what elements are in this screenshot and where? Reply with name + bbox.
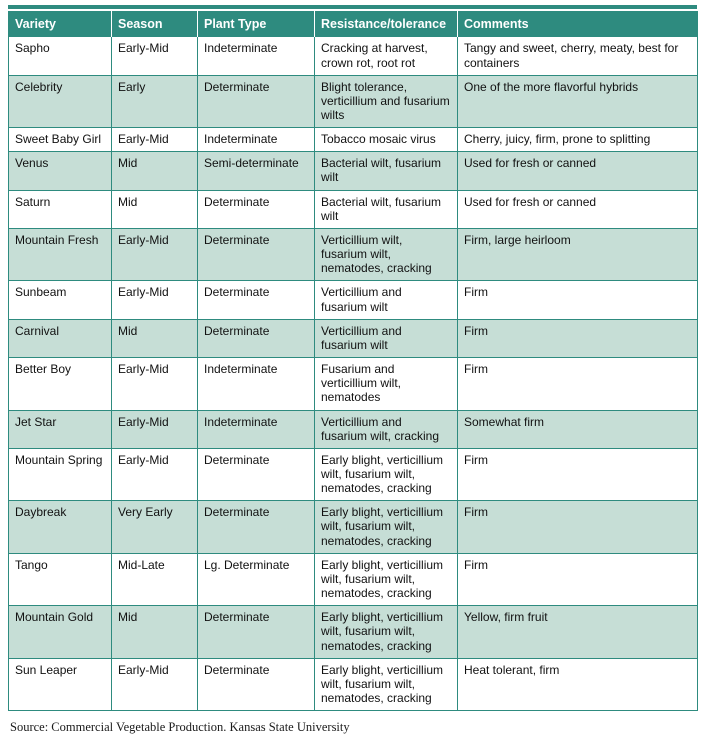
cell-season: Early-Mid bbox=[112, 228, 198, 280]
cell-comments: Firm bbox=[458, 319, 698, 357]
cell-variety: Jet Star bbox=[9, 410, 112, 448]
cell-season: Early-Mid bbox=[112, 448, 198, 500]
cell-comments: Firm bbox=[458, 358, 698, 410]
table-header-row bbox=[9, 12, 698, 38]
cell-resistance: Blight tolerance, verticillium and fusarium wilts bbox=[315, 75, 458, 127]
table-row bbox=[9, 319, 698, 357]
cell-comments: Firm bbox=[458, 448, 698, 500]
cell-resistance: Early blight, verticillium wilt, fusarium wilt, nematodes, cracking bbox=[315, 606, 458, 658]
cell-resistance: Fusarium and verticillium wilt, nematodes bbox=[315, 358, 458, 410]
table-row bbox=[9, 190, 698, 228]
cell-comments: Firm bbox=[458, 501, 698, 553]
cell-resistance: Bacterial wilt, fusarium wilt bbox=[315, 190, 458, 228]
cell-season: Early-Mid bbox=[112, 658, 198, 710]
cell-season: Very Early bbox=[112, 501, 198, 553]
cell-variety: Sunbeam bbox=[9, 281, 112, 319]
table-row bbox=[9, 152, 698, 190]
cell-comments: Tangy and sweet, cherry, meaty, best for containers bbox=[458, 37, 698, 75]
cell-resistance: Verticillium and fusarium wilt, cracking bbox=[315, 410, 458, 448]
cell-resistance: Verticillium and fusarium wilt bbox=[315, 319, 458, 357]
cell-resistance: Verticillium and fusarium wilt bbox=[315, 281, 458, 319]
cell-season: Mid bbox=[112, 319, 198, 357]
cell-season: Early-Mid bbox=[112, 37, 198, 75]
cell-season: Early-Mid bbox=[112, 358, 198, 410]
cell-resistance: Tobacco mosaic virus bbox=[315, 128, 458, 152]
cell-variety: Mountain Spring bbox=[9, 448, 112, 500]
cell-plant-type: Determinate bbox=[198, 501, 315, 553]
cell-comments: Yellow, firm fruit bbox=[458, 606, 698, 658]
cell-season: Early-Mid bbox=[112, 410, 198, 448]
table-row bbox=[9, 75, 698, 127]
column-header-variety: Variety bbox=[9, 12, 112, 38]
cell-comments: Firm, large heirloom bbox=[458, 228, 698, 280]
table-row bbox=[9, 501, 698, 553]
cell-variety: Saturn bbox=[9, 190, 112, 228]
cell-season: Mid bbox=[112, 606, 198, 658]
cell-plant-type: Determinate bbox=[198, 448, 315, 500]
table-row bbox=[9, 37, 698, 75]
cell-comments: One of the more flavorful hybrids bbox=[458, 75, 698, 127]
cell-comments: Somewhat firm bbox=[458, 410, 698, 448]
cell-season: Mid bbox=[112, 152, 198, 190]
cell-resistance: Bacterial wilt, fusarium wilt bbox=[315, 152, 458, 190]
tomato-varieties-table bbox=[8, 11, 698, 711]
table-row bbox=[9, 358, 698, 410]
cell-season: Mid-Late bbox=[112, 553, 198, 605]
cell-comments: Used for fresh or canned bbox=[458, 190, 698, 228]
column-header-plant-type: Plant Type bbox=[198, 12, 315, 38]
table-row bbox=[9, 228, 698, 280]
top-rule bbox=[8, 5, 697, 9]
cell-resistance: Cracking at harvest, crown rot, root rot bbox=[315, 37, 458, 75]
table-row bbox=[9, 128, 698, 152]
table-row bbox=[9, 281, 698, 319]
cell-season: Mid bbox=[112, 190, 198, 228]
cell-plant-type: Lg. Determinate bbox=[198, 553, 315, 605]
cell-resistance: Verticillium wilt, fusarium wilt, nematodes, cracking bbox=[315, 228, 458, 280]
cell-resistance: Early blight, verticillium wilt, fusarium wilt, nematodes, cracking bbox=[315, 658, 458, 710]
cell-season: Early bbox=[112, 75, 198, 127]
column-header-season: Season bbox=[112, 12, 198, 38]
cell-variety: Carnival bbox=[9, 319, 112, 357]
cell-resistance: Early blight, verticillium wilt, fusarium wilt, nematodes, cracking bbox=[315, 448, 458, 500]
cell-comments: Firm bbox=[458, 281, 698, 319]
table-row bbox=[9, 410, 698, 448]
cell-variety: Mountain Gold bbox=[9, 606, 112, 658]
cell-comments: Used for fresh or canned bbox=[458, 152, 698, 190]
cell-variety: Sweet Baby Girl bbox=[9, 128, 112, 152]
cell-resistance: Early blight, verticillium wilt, fusarium wilt, nematodes, cracking bbox=[315, 501, 458, 553]
cell-plant-type: Determinate bbox=[198, 281, 315, 319]
column-header-resistance: Resistance/tolerance bbox=[315, 12, 458, 38]
cell-plant-type: Determinate bbox=[198, 319, 315, 357]
cell-plant-type: Indeterminate bbox=[198, 128, 315, 152]
table-row bbox=[9, 448, 698, 500]
cell-variety: Daybreak bbox=[9, 501, 112, 553]
cell-comments: Firm bbox=[458, 553, 698, 605]
cell-plant-type: Determinate bbox=[198, 228, 315, 280]
cell-variety: Mountain Fresh bbox=[9, 228, 112, 280]
cell-season: Early-Mid bbox=[112, 128, 198, 152]
source-caption: Source: Commercial Vegetable Production. Kansas State University bbox=[10, 720, 350, 735]
cell-variety: Celebrity bbox=[9, 75, 112, 127]
table-row bbox=[9, 606, 698, 658]
cell-plant-type: Indeterminate bbox=[198, 410, 315, 448]
cell-comments: Heat tolerant, firm bbox=[458, 658, 698, 710]
cell-plant-type: Indeterminate bbox=[198, 358, 315, 410]
cell-season: Early-Mid bbox=[112, 281, 198, 319]
cell-resistance: Early blight, verticillium wilt, fusarium wilt, nematodes, cracking bbox=[315, 553, 458, 605]
cell-plant-type: Determinate bbox=[198, 190, 315, 228]
cell-plant-type: Determinate bbox=[198, 75, 315, 127]
table-row bbox=[9, 553, 698, 605]
cell-variety: Sun Leaper bbox=[9, 658, 112, 710]
cell-variety: Sapho bbox=[9, 37, 112, 75]
cell-comments: Cherry, juicy, firm, prone to splitting bbox=[458, 128, 698, 152]
cell-plant-type: Determinate bbox=[198, 606, 315, 658]
cell-plant-type: Indeterminate bbox=[198, 37, 315, 75]
table-row bbox=[9, 658, 698, 710]
column-header-comments: Comments bbox=[458, 12, 698, 38]
cell-variety: Venus bbox=[9, 152, 112, 190]
cell-plant-type: Determinate bbox=[198, 658, 315, 710]
cell-plant-type: Semi-determinate bbox=[198, 152, 315, 190]
cell-variety: Better Boy bbox=[9, 358, 112, 410]
cell-variety: Tango bbox=[9, 553, 112, 605]
